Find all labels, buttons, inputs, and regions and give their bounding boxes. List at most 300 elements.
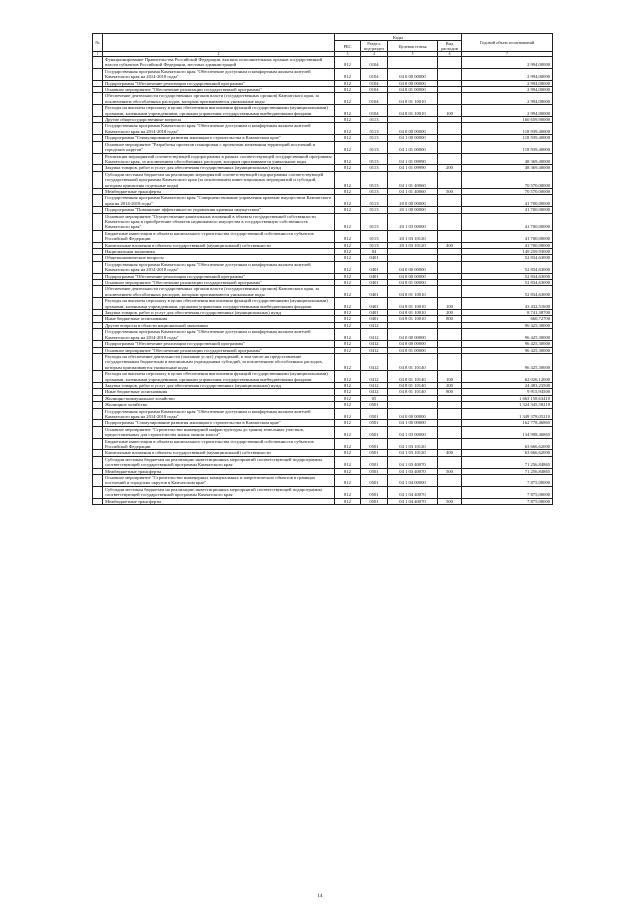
cell-type [438, 213, 462, 230]
cell-amount: 2 994,00000 [462, 105, 553, 117]
cell-amount: 70 570,00000 [462, 171, 553, 188]
cell-section: 0412 [361, 347, 388, 353]
cell-no [93, 141, 103, 153]
cell-target: 04 1 03 00000 [388, 426, 438, 438]
cell-name: Закупка товаров, работ и услуг для обеспечения государственных (муниципальных) нужд [103, 310, 335, 316]
cell-name: Закупка товаров, работ и услуг для обеспечения государственных (муниципальных) нужд [103, 165, 335, 171]
table-row [93, 353, 553, 370]
cell-amount: 63 666,62000 [462, 438, 553, 450]
cell-section: 0113 [361, 123, 388, 135]
cell-rbs: 812 [335, 456, 361, 468]
table-row [93, 141, 553, 153]
cell-target: 04 0 00 00000 [388, 261, 438, 273]
cell-amount: 41 700,00000 [462, 230, 553, 242]
budget-page [92, 33, 552, 505]
cell-amount: 7 875,00000 [462, 498, 553, 504]
cell-type [438, 57, 462, 69]
cell-amount: 7 875,00000 [462, 475, 553, 487]
table-row [93, 195, 553, 207]
cell-no [93, 438, 103, 450]
cell-target: 04 1 04 40070 [388, 486, 438, 498]
cell-amount: 41 700,00000 [462, 207, 553, 213]
table-row [93, 426, 553, 438]
table-row [93, 171, 553, 188]
cell-type [438, 195, 462, 207]
cell-name: Основное мероприятие "Обеспечение реализации государственной программы" [103, 87, 335, 93]
cell-name: Расходы на выплаты персоналу в целях обеспечения выполнения функций государственными (муниципальными) органами, казенными учреждениями, органами управления государственными внебюджетными фондами [103, 371, 335, 383]
cell-type [438, 153, 462, 165]
cell-amount: 162 778,46865 [462, 420, 553, 426]
cell-amount: 118 939,40000 [462, 141, 553, 153]
cell-target: 04 0 00 00000 [388, 408, 438, 420]
cell-rbs: 812 [335, 353, 361, 370]
cell-name: Национальная экономика [103, 249, 335, 255]
cell-section: 0412 [361, 353, 388, 370]
cell-rbs: 812 [335, 420, 361, 426]
cell-type: 100 [438, 371, 462, 383]
cell-target: 04 1 03 40070 [388, 468, 438, 474]
index-cell: 7 [462, 52, 553, 57]
cell-name: Другие вопросы в области национальной экономики [103, 322, 335, 328]
table-row [93, 408, 553, 420]
cell-rbs: 812 [335, 426, 361, 438]
cell-amount: 134 998,46865 [462, 426, 553, 438]
cell-type: 800 [438, 389, 462, 395]
cell-amount: 71 256,84865 [462, 456, 553, 468]
cell-name: Основное мероприятие "Обеспечение реализации государственной программы" [103, 347, 335, 353]
cell-type [438, 171, 462, 188]
cell-amount: 96 425,30000 [462, 322, 553, 328]
cell-no [93, 153, 103, 165]
cell-no [93, 68, 103, 80]
header-section: Раздел, под-раздел [361, 41, 388, 52]
cell-rbs: 812 [335, 273, 361, 279]
cell-rbs: 812 [335, 80, 361, 86]
cell-rbs: 812 [335, 316, 361, 322]
cell-name: Расходы на выплаты персоналу в целях обеспечения выполнения функций государственными (муниципальными) органами, казенными учреждениями, органами управления государственными внебюджетными фондами [103, 105, 335, 117]
cell-name: Государственная программа Камчатского края "Обеспечение доступным и комфортным жильем жителей Камчатского края на 2014-2018 годы" [103, 261, 335, 273]
cell-name: Функционирование Правительства Российской Федерации, высших исполнительных органов государственной власти субъектов Российской Федерации, местных администраций [103, 57, 335, 69]
cell-section: 04 [361, 249, 388, 255]
cell-section: 0501 [361, 498, 388, 504]
cell-section: 0401 [361, 316, 388, 322]
cell-type: 400 [438, 242, 462, 248]
cell-section: 0501 [361, 468, 388, 474]
cell-section: 0501 [361, 486, 388, 498]
cell-amount: 1 663 158,63410 [462, 395, 553, 401]
cell-rbs: 812 [335, 329, 361, 341]
cell-section: 0401 [361, 298, 388, 310]
cell-target: 04 8 01 00000 [388, 280, 438, 286]
index-cell: 4 [361, 52, 388, 57]
cell-section: 0501 [361, 420, 388, 426]
cell-target: 04 1 04 40070 [388, 498, 438, 504]
cell-no [93, 329, 103, 341]
cell-amount: 52 834,63000 [462, 255, 553, 261]
cell-amount: 48 369,40000 [462, 165, 553, 171]
cell-name: Основное мероприятие "Обеспечение реализации государственной программы" [103, 280, 335, 286]
cell-no [93, 93, 103, 105]
cell-target: 04 8 01 10140 [388, 371, 438, 383]
cell-amount: 63 666,62000 [462, 450, 553, 456]
cell-target: 04 1 01 40060 [388, 171, 438, 188]
cell-section: 0104 [361, 57, 388, 69]
cell-name: Межбюджетные трансферты [103, 188, 335, 194]
cell-name: Подпрограмма "Обеспечение реализации государственной программы" [103, 80, 335, 86]
cell-target: 04 8 01 10010 [388, 93, 438, 105]
header-no: № [93, 34, 103, 52]
cell-section: 0501 [361, 408, 388, 420]
cell-section: 0401 [361, 280, 388, 286]
cell-target: 20 1 03 10120 [388, 230, 438, 242]
cell-target: 04 0 00 00000 [388, 68, 438, 80]
cell-no [93, 230, 103, 242]
header-target: Целевая статья [388, 41, 438, 52]
cell-target: 20 1 03 00000 [388, 213, 438, 230]
cell-target: 04 8 01 10010 [388, 310, 438, 316]
cell-section: 0501 [361, 450, 388, 456]
table-header [93, 34, 553, 57]
cell-section: 0113 [361, 195, 388, 207]
cell-amount: 96 425,30000 [462, 329, 553, 341]
cell-amount: 2 994,00000 [462, 57, 553, 69]
cell-type: 500 [438, 498, 462, 504]
cell-amount: 1 324 345,58210 [462, 402, 553, 408]
cell-name: Обеспечение деятельности государственных органов власти (государственных органов) Камчатского края, за исключением обособленных расходов, которым присваиваются уникальные коды [103, 93, 335, 105]
cell-no [93, 353, 103, 370]
cell-name: Подпрограмма "Стимулирование развития жилищного строительства в Камчатском крае" [103, 135, 335, 141]
cell-no [93, 426, 103, 438]
cell-rbs: 812 [335, 255, 361, 261]
cell-rbs: 812 [335, 486, 361, 498]
table-row [93, 230, 553, 242]
cell-rbs: 812 [335, 389, 361, 395]
cell-target: 04 8 01 10140 [388, 389, 438, 395]
cell-rbs: 812 [335, 141, 361, 153]
cell-section: 0501 [361, 456, 388, 468]
cell-amount: 41 700,00000 [462, 195, 553, 207]
cell-name: Жилищно-коммунальное хозяйство [103, 395, 335, 401]
cell-type: 200 [438, 165, 462, 171]
cell-rbs: 812 [335, 280, 361, 286]
cell-amount: 24 483,23500 [462, 382, 553, 388]
cell-target: 04 8 01 10010 [388, 316, 438, 322]
cell-target: 20 1 03 10120 [388, 242, 438, 248]
cell-amount: 660,72700 [462, 316, 553, 322]
cell-section: 0113 [361, 230, 388, 242]
cell-name: Другие общегосударственные вопросы [103, 117, 335, 123]
table-body [93, 57, 553, 505]
cell-section: 0401 [361, 286, 388, 298]
index-cell: 5 [388, 52, 438, 57]
cell-name: Подпрограмма "Обеспечение реализации государственной программы" [103, 341, 335, 347]
cell-no [93, 213, 103, 230]
cell-section: 0501 [361, 402, 388, 408]
cell-amount: 41 700,00000 [462, 242, 553, 248]
cell-name: Подпрограмма "Стимулирование развития жилищного строительства в Камчатском крае" [103, 420, 335, 426]
cell-type: 200 [438, 310, 462, 316]
cell-name: Государственная программа Камчатского края "Обеспечение доступным и комфортным жильем жителей Камчатского края на 2014-2018 годы" [103, 68, 335, 80]
cell-section: 0113 [361, 141, 388, 153]
table-row [93, 153, 553, 165]
header-codes: Коды [335, 34, 462, 41]
header-name [103, 34, 335, 52]
cell-name: Капитальные вложения в объекты государственной (муниципальной) собственности [103, 450, 335, 456]
header-total: Годовой объем ассигнований [462, 34, 553, 52]
cell-section: 0113 [361, 213, 388, 230]
cell-target: 04 8 01 00000 [388, 87, 438, 93]
cell-target: 20 0 00 00000 [388, 195, 438, 207]
cell-rbs: 812 [335, 213, 361, 230]
cell-target: 04 1 03 10120 [388, 438, 438, 450]
cell-rbs: 812 [335, 402, 361, 408]
cell-rbs: 812 [335, 249, 361, 255]
cell-amount: 2 994,00000 [462, 87, 553, 93]
cell-amount: 2 994,00000 [462, 93, 553, 105]
cell-target: 04 0 00 00000 [388, 123, 438, 135]
cell-type: 500 [438, 468, 462, 474]
cell-amount: 52 834,63000 [462, 286, 553, 298]
cell-section: 0412 [361, 371, 388, 383]
cell-amount: 62 026,12000 [462, 371, 553, 383]
cell-target: 04 1 00 00000 [388, 135, 438, 141]
table-row [93, 213, 553, 230]
cell-section: 0104 [361, 87, 388, 93]
cell-name: Государственная программа Камчатского края "Обеспечение доступным и комфортным жильем жителей Камчатского края на 2014-2018 годы" [103, 408, 335, 420]
index-cell: 3 [335, 52, 361, 57]
cell-section: 0412 [361, 389, 388, 395]
cell-name: Закупка товаров, работ и услуг для обеспечения государственных (муниципальных) нужд [103, 382, 335, 388]
cell-rbs: 812 [335, 135, 361, 141]
cell-name: Государственная программа Камчатского края "Обеспечение доступным и комфортным жильем жителей Камчатского края на 2014-2018 годы" [103, 123, 335, 135]
cell-target: 04 8 00 00000 [388, 80, 438, 86]
cell-section: 0113 [361, 153, 388, 165]
table-row [93, 438, 553, 450]
table-row [93, 298, 553, 310]
cell-type [438, 141, 462, 153]
cell-type [438, 286, 462, 298]
cell-no [93, 57, 103, 69]
cell-name: Бюджетные инвестиции в объекты капитального строительства государственной собственности субъектов Российской Федерации [103, 230, 335, 242]
cell-amount: 70 570,00000 [462, 188, 553, 194]
table-row [93, 68, 553, 80]
cell-section: 0113 [361, 242, 388, 248]
cell-type [438, 475, 462, 487]
cell-name: Подпрограмма "Обеспечение реализации государственной программы" [103, 273, 335, 279]
cell-type [438, 456, 462, 468]
cell-section: 0104 [361, 68, 388, 80]
cell-name: Межбюджетные трансферты [103, 498, 335, 504]
cell-name: Государственная программа Камчатского края "Совершенствование управления краевым имуществом Камчатского края на 2014-2018 годы" [103, 195, 335, 207]
cell-rbs: 812 [335, 468, 361, 474]
cell-no [93, 498, 103, 504]
cell-section: 0401 [361, 255, 388, 261]
cell-name: Основное мероприятие "Осуществление капитальных вложений в объекты государственной собственности Камчатского края и приобретение объектов недвижимого имущества в государственную собственность Камчатского края" [103, 213, 335, 230]
cell-amount: 71 256,84865 [462, 468, 553, 474]
cell-rbs: 812 [335, 498, 361, 504]
table-row [93, 286, 553, 298]
cell-rbs: 812 [335, 68, 361, 80]
cell-name: Подпрограмма "Повышение эффективности управления краевым имуществом" [103, 207, 335, 213]
index-cell: 1 [93, 52, 103, 57]
cell-name: Иные бюджетные ассигнования [103, 316, 335, 322]
cell-target: 04 8 01 10010 [388, 298, 438, 310]
page-number: 14 [317, 894, 323, 899]
table-row [93, 475, 553, 487]
cell-amount: 96 425,30000 [462, 341, 553, 347]
cell-no [93, 298, 103, 310]
table-row [93, 329, 553, 341]
cell-name: Расходы на выплаты персоналу в целях обеспечения выполнения функций государственными (муниципальными) органами, казенными учреждениями, органами управления государственными внебюджетными фондами [103, 298, 335, 310]
cell-name: Основное мероприятие "Строительство инженерной инфраструктуры до границ земельных участков, предоставленных для строительства жилья эконом класса" [103, 426, 335, 438]
cell-target: 04 8 00 00000 [388, 341, 438, 347]
cell-amount: 118 939,40000 [462, 123, 553, 135]
cell-type: 500 [438, 188, 462, 194]
cell-name: Субсидии местным бюджетам на реализацию инвестиционных мероприятий соответствующей подпрограммы соответствующей государственной программы Камчатского края [103, 456, 335, 468]
cell-amount: 52 834,63000 [462, 273, 553, 279]
cell-section: 0501 [361, 438, 388, 450]
cell-amount: 43 432,51600 [462, 298, 553, 310]
cell-rbs: 812 [335, 188, 361, 194]
cell-rbs: 812 [335, 395, 361, 401]
cell-type: 100 [438, 298, 462, 310]
cell-type [438, 329, 462, 341]
cell-name: Общеэкономические вопросы [103, 255, 335, 261]
cell-no [93, 105, 103, 117]
cell-target: 04 8 01 10010 [388, 105, 438, 117]
cell-section: 0401 [361, 310, 388, 316]
cell-rbs: 812 [335, 310, 361, 316]
cell-amount: 8 741,38700 [462, 310, 553, 316]
cell-rbs: 812 [335, 230, 361, 242]
table-row [93, 57, 553, 69]
table-row [93, 486, 553, 498]
cell-rbs: 812 [335, 153, 361, 165]
table-row [93, 123, 553, 135]
cell-no [93, 261, 103, 273]
cell-section: 05 [361, 395, 388, 401]
cell-amount: 2 994,00000 [462, 80, 553, 86]
cell-no [93, 475, 103, 487]
cell-rbs: 812 [335, 382, 361, 388]
cell-rbs: 812 [335, 171, 361, 188]
cell-target: 04 8 01 00000 [388, 347, 438, 353]
cell-section: 0113 [361, 165, 388, 171]
cell-amount: 48 369,40000 [462, 153, 553, 165]
cell-amount: 96 425,30000 [462, 353, 553, 370]
header-type: Вид расходов [438, 41, 462, 52]
cell-target: 04 1 01 09990 [388, 165, 438, 171]
cell-name: Основное мероприятие "Строительство инженерных коммунальных и энергетических объектов в границах поселений и городских округов в Камчатском крае" [103, 475, 335, 487]
cell-target: 04 0 00 00000 [388, 329, 438, 341]
table-row [93, 456, 553, 468]
cell-name: Капитальные вложения в объекты государственной (муниципальной) собственности [103, 242, 335, 248]
cell-type [438, 230, 462, 242]
cell-type [438, 123, 462, 135]
cell-section: 0113 [361, 117, 388, 123]
cell-amount: 96 425,30000 [462, 347, 553, 353]
cell-amount: 2 994,00000 [462, 68, 553, 80]
cell-name: Государственная программа Камчатского края "Обеспечение доступным и комфортным жильем жителей Камчатского края на 2014-2018 годы" [103, 329, 335, 341]
cell-name: Расходы на обеспечение деятельности (оказание услуг) учреждений, в том числе на предоставление государственным бюджетным и автономным учреждениям субсидий, за исключением обособленных расходов, которым присваиваются уникальные коды [103, 353, 335, 370]
cell-no [93, 286, 103, 298]
cell-name: Реализация мероприятий соответствующей подпрограммы в рамках соответствующей государственной программы Камчатского края, за исключением обособленных расходов, которым присваиваются уникальные коды [103, 153, 335, 165]
cell-section: 0104 [361, 80, 388, 86]
cell-rbs: 812 [335, 286, 361, 298]
cell-type [438, 438, 462, 450]
cell-target: 04 8 00 00000 [388, 273, 438, 279]
cell-section: 0412 [361, 329, 388, 341]
cell-no [93, 195, 103, 207]
cell-amount: 1 349 378,05210 [462, 408, 553, 420]
cell-target: 04 1 04 00000 [388, 475, 438, 487]
cell-rbs: 812 [335, 105, 361, 117]
cell-name: Жилищное хозяйство [103, 402, 335, 408]
cell-no [93, 171, 103, 188]
cell-rbs: 812 [335, 438, 361, 450]
cell-type [438, 486, 462, 498]
cell-section: 0501 [361, 475, 388, 487]
cell-no [93, 123, 103, 135]
cell-section: 0401 [361, 261, 388, 273]
cell-target: 04 1 01 40060 [388, 188, 438, 194]
cell-section: 0401 [361, 273, 388, 279]
cell-target: 04 8 01 10140 [388, 382, 438, 388]
header-rbs: РБС [335, 41, 361, 52]
table-row [93, 261, 553, 273]
cell-name: Межбюджетные трансферты [103, 468, 335, 474]
cell-target: 04 1 01 00000 [388, 141, 438, 153]
cell-name: Обеспечение деятельности государственных органов власти (государственных органов) Камчатского края, за исключением обособленных расходов, которым присваиваются уникальные коды [103, 286, 335, 298]
cell-type [438, 408, 462, 420]
cell-name: Иные бюджетные ассигнования [103, 389, 335, 395]
cell-amount: 52 834,63000 [462, 280, 553, 286]
table-row [93, 93, 553, 105]
cell-amount: 41 700,00000 [462, 213, 553, 230]
index-cell: 6 [438, 52, 462, 57]
cell-type: 200 [438, 382, 462, 388]
cell-section: 0104 [361, 105, 388, 117]
cell-section: 0113 [361, 207, 388, 213]
cell-no [93, 371, 103, 383]
cell-section: 0412 [361, 382, 388, 388]
cell-rbs: 812 [335, 341, 361, 347]
cell-target: 04 8 01 10140 [388, 353, 438, 370]
cell-section: 0501 [361, 426, 388, 438]
budget-table [92, 33, 553, 505]
table-row [93, 498, 553, 504]
cell-target: 04 1 03 40070 [388, 456, 438, 468]
index-cell: 2 [103, 52, 335, 57]
cell-rbs: 812 [335, 371, 361, 383]
cell-type [438, 426, 462, 438]
cell-name: Субсидии местным бюджетам на реализацию инвестиционных мероприятий соответствующей подпрограммы соответствующей государственной программы Камчатского края [103, 486, 335, 498]
cell-amount: 9 915,94500 [462, 389, 553, 395]
cell-type [438, 68, 462, 80]
cell-rbs: 812 [335, 298, 361, 310]
cell-section: 0113 [361, 135, 388, 141]
cell-rbs: 812 [335, 242, 361, 248]
cell-amount: 149 259,93000 [462, 249, 553, 255]
cell-rbs: 812 [335, 322, 361, 328]
cell-rbs: 812 [335, 450, 361, 456]
cell-type: 100 [438, 105, 462, 117]
table-row [93, 371, 553, 383]
cell-no [93, 486, 103, 498]
cell-target: 04 1 01 09990 [388, 153, 438, 165]
cell-type: 400 [438, 450, 462, 456]
cell-amount: 118 939,40000 [462, 135, 553, 141]
